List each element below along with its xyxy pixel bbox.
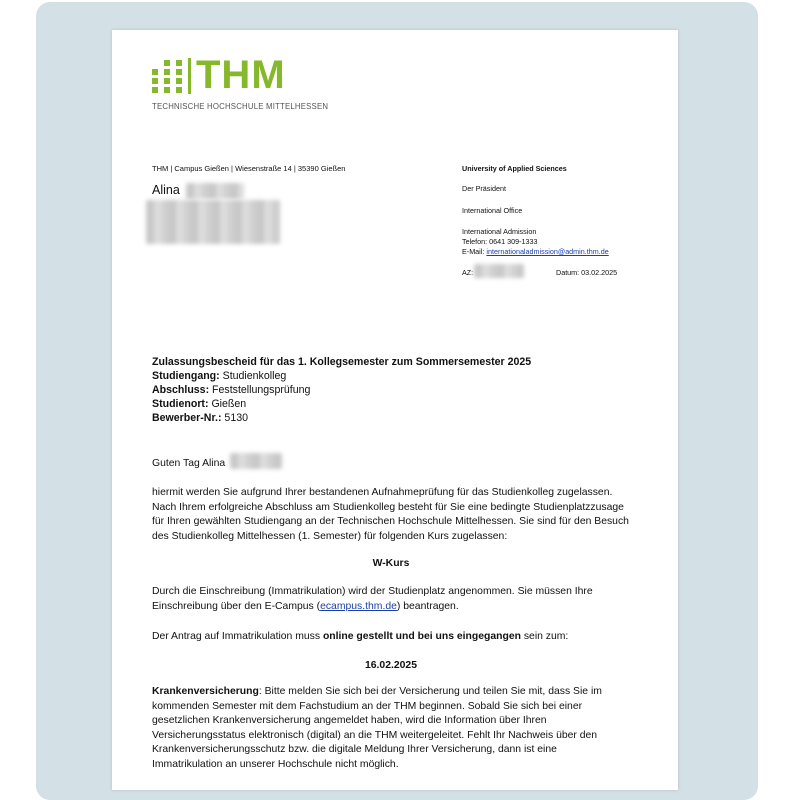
- subject-block: [152, 355, 652, 425]
- logo-text: THM: [196, 53, 286, 97]
- subject-title: Zulassungsbescheid für das 1. Kollegsemester zum Sommersemester 2025: [152, 356, 532, 368]
- subject-row: Studiengang: Studienkolleg: [152, 370, 287, 382]
- greeting: Guten Tag Alina: [152, 458, 226, 469]
- email-label: E-Mail:: [462, 247, 487, 256]
- redacted-surname: [186, 183, 244, 199]
- redacted-reference: [474, 264, 524, 278]
- paragraph-insurance: Krankenversicherung: Bitte melden Sie sich bei der Versicherung und teilen Sie mit, dass Sie im kommenden Semester mit dem Fachstudium an der THM beginnen. Sobald Sie sich bei einer gesetzlichen Krankenversicherung angemeldet haben, wird die Information über Ihren Versicherungsstatus elektronisch (digital) an die THM weitergeleitet. Fehlt Ihr Nachweis über den Krankenversicherungsschutz bzw. die digitale Meldung Ihrer Versicherung, dann ist eine Immatrikulation an unserer Hochschule nicht möglich.: [152, 686, 602, 770]
- paragraph-enrollment: Durch die Einschreibung (Immatrikulation) wird der Studienplatz angenommen. Sie müssen Ihre Einschreibung über den E-Campus (ecampus.thm.de) beantragen.: [152, 586, 593, 612]
- paragraph-deadline: Der Antrag auf Immatrikulation muss online gestellt und bei uns eingegangen sein zum:: [152, 631, 569, 642]
- letter-page: [112, 30, 678, 790]
- email-link[interactable]: internationaladmission@admin.thm.de: [486, 247, 609, 256]
- institution-name: University of Applied Sciences: [462, 164, 567, 173]
- thm-logo-grid-icon: [152, 60, 182, 96]
- ecampus-link[interactable]: ecampus.thm.de: [320, 600, 397, 612]
- email-line: [462, 247, 609, 257]
- president-line: Der Präsident: [462, 184, 506, 193]
- department-line: International Admission: [462, 227, 537, 236]
- logo-subtitle: TECHNISCHE HOCHSCHULE MITTELHESSEN: [152, 102, 329, 111]
- redacted-greeting-surname: [230, 453, 282, 469]
- sender-line: THM | Campus Gießen | Wiesenstraße 14 | 35390 Gießen: [152, 164, 346, 173]
- deadline-date: 16.02.2025: [364, 660, 417, 671]
- subject-row: Abschluss: Feststellungsprüfung: [152, 384, 311, 396]
- recipient-name: Alina: [152, 183, 180, 197]
- subject-row: Bewerber-Nr.: 5130: [152, 412, 248, 424]
- office-line: International Office: [462, 206, 523, 215]
- phone-line: Telefon: 0641 309-1333: [462, 237, 538, 246]
- subject-row: Studienort: Gießen: [152, 398, 247, 410]
- paragraph-admission: hiermit werden Sie aufgrund Ihrer bestandenen Aufnahmeprüfung für das Studienkolleg zugelassen. Nach Ihrem erfolgreiche Abschluss am Studienkolleg besteht für Sie eine bedingte Studienplatzzusage für Ihren gewählten Studiengang an der Technischen Hochschule Mittelhessen. Sie sind für den Besuch des Studienkolleg Mittelhessen (1. Semester) für folgenden Kurs zugelassen:: [152, 487, 629, 542]
- az-label: AZ:: [462, 268, 474, 277]
- logo-divider: [188, 58, 191, 94]
- redacted-address: [146, 200, 280, 244]
- letter-date: Datum: 03.02.2025: [556, 268, 618, 277]
- course-name: W-Kurs: [372, 558, 410, 569]
